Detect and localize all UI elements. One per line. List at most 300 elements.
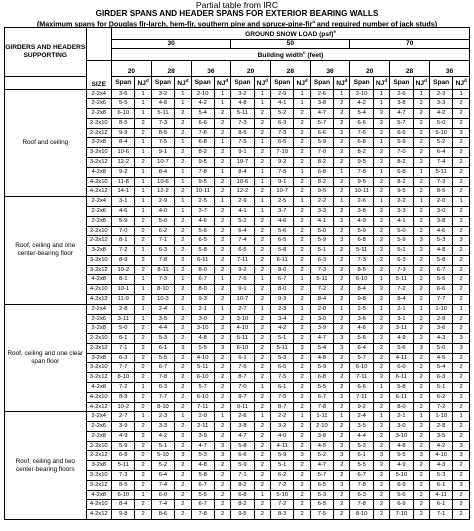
jack-studs-column-header <box>254 77 270 89</box>
span-cell: 8-2 <box>231 500 254 510</box>
jack-studs-cell: 2 <box>254 324 270 334</box>
jack-studs-cell: 2 <box>334 461 350 471</box>
jack-studs-cell: 1 <box>373 383 389 393</box>
span-cell: 8-5 <box>231 128 254 138</box>
span-cell: 9-5 <box>231 510 254 520</box>
span-cell: 5-9 <box>350 226 373 236</box>
subtitle-text: (Maximum spans for Douglas fir-larch, hem-fir, southern pine and spruce-pine-fir <box>36 19 313 29</box>
jack-studs-cell: 2 <box>214 471 230 481</box>
span-cell: 14-1 <box>112 187 135 197</box>
span-cell: 4-1 <box>310 216 333 226</box>
jack-studs-cell: 2 <box>373 334 389 344</box>
jack-studs-cell: 2 <box>294 334 310 344</box>
jack-studs-cell: 2 <box>373 441 389 451</box>
jack-studs-cell: 2 <box>413 206 429 216</box>
jack-studs-cell: 2 <box>254 373 270 383</box>
jack-studs-cell: 1 <box>175 177 191 187</box>
building-width-20: 20 <box>350 61 390 77</box>
jack-studs-cell: 2 <box>334 158 350 168</box>
span-cell: 6-7 <box>191 275 214 285</box>
span-cell: 5-0 <box>390 226 413 236</box>
span-cell: 6-7 <box>191 480 214 490</box>
jack-studs-cell: 2 <box>334 187 350 197</box>
size-cell: 2-2x10 <box>86 441 111 451</box>
jack-studs-cell: 1 <box>413 412 429 422</box>
jack-studs-cell: 2 <box>373 236 389 246</box>
jack-studs-cell: 1 <box>214 304 230 314</box>
jack-studs-cell: 2 <box>373 148 389 158</box>
span-cell: 8-2 <box>191 148 214 158</box>
jack-studs-cell: 2 <box>453 510 470 520</box>
span-cell: 4-1 <box>270 99 293 109</box>
jack-studs-column-header <box>373 77 389 89</box>
span-cell: 6-11 <box>390 392 413 402</box>
jack-studs-cell: 2 <box>413 118 429 128</box>
jack-studs-cell: 1 <box>135 109 151 119</box>
jack-studs-cell: 2 <box>175 490 191 500</box>
span-cell: 3-5 <box>429 431 452 441</box>
jack-studs-label: NJ <box>336 80 345 88</box>
span-cell: 7-2 <box>390 285 413 295</box>
span-cell: 5-2 <box>310 451 333 461</box>
jack-studs-footnote-mark: d <box>185 78 189 84</box>
jack-studs-cell: 2 <box>214 226 230 236</box>
span-cell: 5-5 <box>390 451 413 461</box>
jack-studs-cell: 2 <box>373 471 389 481</box>
span-cell: 8-10 <box>151 402 174 412</box>
jack-studs-cell: 2 <box>254 246 270 256</box>
span-cell: 3-6 <box>429 324 452 334</box>
span-cell: 4-6 <box>112 206 135 216</box>
jack-studs-cell: 2 <box>175 422 191 432</box>
jack-studs-cell: 2 <box>254 216 270 226</box>
span-cell: 7-5 <box>270 167 293 177</box>
jack-studs-cell: 2 <box>135 402 151 412</box>
jack-studs-cell: 2 <box>175 471 191 481</box>
size-cell: 4-2x8 <box>86 383 111 393</box>
jack-studs-cell: 2 <box>175 246 191 256</box>
jack-studs-cell: 2 <box>135 392 151 402</box>
span-cell: 4-7 <box>191 441 214 451</box>
jack-studs-cell: 3 <box>453 480 470 490</box>
span-cell: 6-7 <box>270 275 293 285</box>
span-cell: 5-6 <box>350 334 373 344</box>
span-cell: 5-0 <box>151 216 174 226</box>
span-cell: 4-9 <box>390 334 413 344</box>
jack-studs-cell: 2 <box>294 118 310 128</box>
jack-studs-cell: 2 <box>334 392 350 402</box>
jack-studs-cell: 2 <box>373 187 389 197</box>
jack-studs-cell: 2 <box>294 383 310 393</box>
snow-load-50: 50 <box>231 40 350 49</box>
size-cell: 2-2x8 <box>86 431 111 441</box>
jack-studs-cell: 2 <box>175 226 191 236</box>
span-cell: 6-11 <box>390 373 413 383</box>
span-column-header: Span <box>191 77 214 89</box>
span-cell: 6-8 <box>191 138 214 148</box>
jack-studs-cell: 2 <box>453 99 470 109</box>
jack-studs-cell: 2 <box>373 118 389 128</box>
span-cell: 6-5 <box>191 236 214 246</box>
span-cell: 2-2 <box>390 197 413 207</box>
span-cell: 3-6 <box>112 89 135 99</box>
span-cell: 7-2 <box>112 383 135 393</box>
jack-studs-cell: 2 <box>175 294 191 304</box>
span-cell: 6-11 <box>270 255 293 265</box>
span-cell: 8-3 <box>270 510 293 520</box>
jack-studs-cell: 2 <box>373 363 389 373</box>
jack-studs-cell: 2 <box>254 461 270 471</box>
span-cell: 4-0 <box>151 206 174 216</box>
jack-studs-cell: 1 <box>214 89 230 99</box>
jack-studs-column-header <box>413 77 429 89</box>
span-cell: 8-4 <box>310 294 333 304</box>
size-cell: 2-2x12 <box>86 236 111 246</box>
jack-studs-cell: 2 <box>334 363 350 373</box>
span-cell: 5-10 <box>429 128 452 138</box>
jack-studs-cell: 2 <box>254 343 270 353</box>
building-width-28: 28 <box>270 61 310 77</box>
size-cell: 3-2x10 <box>86 471 111 481</box>
span-cell: 5-4 <box>310 343 333 353</box>
jack-studs-cell: 2 <box>453 226 470 236</box>
table-row <box>5 197 470 207</box>
jack-studs-cell: 2 <box>334 99 350 109</box>
span-cell: 7-2 <box>429 402 452 412</box>
jack-studs-cell: 2 <box>413 255 429 265</box>
jack-studs-cell: 1 <box>453 197 470 207</box>
span-cell: 2-3 <box>151 412 174 422</box>
span-cell: 5-9 <box>390 236 413 246</box>
jack-studs-cell: 1 <box>175 167 191 177</box>
jack-studs-cell: 3 <box>334 343 350 353</box>
jack-studs-cell: 2 <box>373 177 389 187</box>
jack-studs-cell: 2 <box>254 431 270 441</box>
jack-studs-cell: 2 <box>334 510 350 520</box>
span-column-header: Span <box>429 77 452 89</box>
size-cell: 4-2x10 <box>86 392 111 402</box>
jack-studs-cell: 3 <box>334 480 350 490</box>
building-width-unit: (feet) <box>305 52 324 60</box>
jack-studs-cell: 2 <box>334 324 350 334</box>
span-cell: 6-7 <box>310 392 333 402</box>
jack-studs-cell: 2 <box>334 490 350 500</box>
span-cell: 2-0 <box>429 197 452 207</box>
jack-studs-cell: 2 <box>254 314 270 324</box>
jack-studs-cell: 3 <box>453 334 470 344</box>
span-cell: 5-11 <box>112 461 135 471</box>
span-cell: 6-0 <box>151 490 174 500</box>
span-cell: 4-3 <box>429 334 452 344</box>
span-cell: 5-7 <box>191 383 214 393</box>
jack-studs-cell: 2 <box>334 422 350 432</box>
jack-studs-cell: 2 <box>413 99 429 109</box>
span-cell: 3-3 <box>151 422 174 432</box>
span-cell: 7-5 <box>231 138 254 148</box>
jack-studs-cell: 2 <box>214 334 230 344</box>
span-cell: 7-5 <box>151 138 174 148</box>
jack-studs-cell: 2 <box>453 402 470 412</box>
jack-studs-cell: 2 <box>214 109 230 119</box>
span-column-header: Span <box>390 77 413 89</box>
jack-studs-cell: 2 <box>453 373 470 383</box>
span-cell: 3-8 <box>231 422 254 432</box>
subtitle-footnote-mark: a <box>312 19 315 24</box>
span-cell: 3-0 <box>390 422 413 432</box>
jack-studs-cell: 1 <box>373 197 389 207</box>
span-cell: 4-6 <box>350 324 373 334</box>
span-cell: 3-5 <box>350 422 373 432</box>
span-cell: 9-1 <box>231 285 254 295</box>
size-cell: 2-2x8 <box>86 109 111 119</box>
jack-studs-cell: 2 <box>413 441 429 451</box>
span-cell: 3-4 <box>270 314 293 324</box>
jack-studs-cell: 2 <box>135 441 151 451</box>
jack-studs-cell: 2 <box>453 431 470 441</box>
jack-studs-cell: 2 <box>294 294 310 304</box>
span-cell: 6-5 <box>270 363 293 373</box>
span-cell: 6-2 <box>270 471 293 481</box>
jack-studs-cell: 2 <box>453 206 470 216</box>
jack-studs-cell: 2 <box>413 461 429 471</box>
jack-studs-cell: 1 <box>214 138 230 148</box>
jack-studs-cell: 2 <box>413 285 429 295</box>
span-cell: 7-1 <box>231 471 254 481</box>
jack-studs-cell: 2 <box>334 226 350 236</box>
jack-studs-column-header <box>453 77 470 89</box>
span-cell: 5-1 <box>151 441 174 451</box>
jack-studs-cell: 2 <box>135 431 151 441</box>
span-cell: 4-3 <box>429 461 452 471</box>
jack-studs-cell: 2 <box>453 265 470 275</box>
span-cell: 7-0 <box>112 226 135 236</box>
jack-studs-cell: 2 <box>334 353 350 363</box>
jack-studs-cell: 2 <box>294 461 310 471</box>
span-cell: 3-3 <box>390 206 413 216</box>
jack-studs-cell: 1 <box>135 99 151 109</box>
span-cell: 12-2 <box>112 158 135 168</box>
jack-studs-cell: 2 <box>135 334 151 344</box>
jack-studs-cell: 1 <box>373 99 389 109</box>
jack-studs-cell: 2 <box>294 353 310 363</box>
jack-studs-cell: 2 <box>453 471 470 481</box>
jack-studs-cell: 1 <box>453 89 470 99</box>
jack-studs-cell: 1 <box>334 167 350 177</box>
span-cell: 9-5 <box>350 158 373 168</box>
span-cell: 10-11 <box>191 187 214 197</box>
jack-studs-cell: 2 <box>413 510 429 520</box>
span-cell: 6-10 <box>112 490 135 500</box>
size-cell: 3-2x8 <box>86 138 111 148</box>
jack-studs-cell: 2 <box>373 216 389 226</box>
span-cell: 7-11 <box>191 402 214 412</box>
jack-studs-cell: 2 <box>413 422 429 432</box>
jack-studs-cell: 2 <box>214 324 230 334</box>
span-cell: 5-5 <box>151 353 174 363</box>
jack-studs-cell: 2 <box>294 148 310 158</box>
span-cell: 10-11 <box>350 187 373 197</box>
jack-studs-cell: 2 <box>453 383 470 393</box>
jack-studs-cell: 2 <box>294 480 310 490</box>
span-cell: 5-9 <box>270 451 293 461</box>
span-cell: 6-1 <box>350 451 373 461</box>
span-cell: 2-3 <box>270 304 293 314</box>
span-column-header: Span <box>310 77 333 89</box>
span-cell: 7-3 <box>310 265 333 275</box>
jack-studs-cell: 3 <box>453 451 470 461</box>
jack-studs-cell: 1 <box>334 197 350 207</box>
jack-studs-cell: 2 <box>254 118 270 128</box>
span-cell: 3-3 <box>429 99 452 109</box>
jack-studs-cell: 2 <box>413 334 429 344</box>
jack-studs-cell: 2 <box>334 373 350 383</box>
building-width-28: 28 <box>390 61 430 77</box>
span-column-header: Span <box>350 77 373 89</box>
span-cell: 5-1 <box>270 334 293 344</box>
span-cell: 7-7 <box>429 294 452 304</box>
span-cell: 9-1 <box>231 148 254 158</box>
building-width-footnote-mark: c <box>302 50 306 56</box>
span-cell: 5-2 <box>231 216 254 226</box>
jack-studs-cell: 2 <box>413 353 429 363</box>
jack-studs-cell: 2 <box>294 138 310 148</box>
jack-studs-cell: 2 <box>453 500 470 510</box>
jack-studs-cell: 2 <box>453 363 470 373</box>
jack-studs-cell: 2 <box>294 109 310 119</box>
span-cell: 4-8 <box>390 441 413 451</box>
jack-studs-cell: 2 <box>294 158 310 168</box>
jack-studs-cell: 2 <box>373 500 389 510</box>
span-cell: 5-11 <box>390 275 413 285</box>
jack-studs-cell: 2 <box>175 392 191 402</box>
span-cell: 6-4 <box>231 226 254 236</box>
jack-studs-cell: 1 <box>254 177 270 187</box>
span-cell: 7-3 <box>112 471 135 481</box>
span-cell: 3-0 <box>191 314 214 324</box>
span-cell: 6-2 <box>151 226 174 236</box>
span-cell: 5-1 <box>429 383 452 393</box>
span-cell: 10-1 <box>112 285 135 295</box>
jack-studs-column-header <box>214 77 230 89</box>
jack-studs-cell: 2 <box>135 480 151 490</box>
span-cell: 10-2 <box>112 402 135 412</box>
jack-studs-cell: 2 <box>294 402 310 412</box>
jack-studs-cell: 3 <box>453 236 470 246</box>
jack-studs-cell: 3 <box>453 441 470 451</box>
jack-studs-cell: 1 <box>334 89 350 99</box>
jack-studs-cell: 2 <box>373 314 389 324</box>
jack-studs-cell: 2 <box>254 500 270 510</box>
span-cell: 5-8 <box>390 383 413 393</box>
group-label: Roof, ceiling and one center-bearing floor <box>5 197 87 305</box>
building-width-36: 36 <box>191 61 231 77</box>
span-cell: 2-1 <box>390 412 413 422</box>
jack-studs-cell: 2 <box>135 471 151 481</box>
span-cell: 11-8 <box>112 177 135 187</box>
span-cell: 5-11 <box>231 334 254 344</box>
size-cell: 4-2x12 <box>86 294 111 304</box>
jack-studs-cell: 2 <box>413 373 429 383</box>
jack-studs-cell: 2 <box>453 294 470 304</box>
jack-studs-cell: 2 <box>373 461 389 471</box>
span-cell: 4-10 <box>231 324 254 334</box>
jack-studs-cell: 2 <box>254 285 270 295</box>
span-cell: 7-5 <box>270 392 293 402</box>
span-cell: 5-1 <box>270 461 293 471</box>
jack-studs-cell: 2 <box>413 363 429 373</box>
jack-studs-cell: 2 <box>214 285 230 295</box>
span-cell: 5-10 <box>390 471 413 481</box>
jack-studs-cell: 2 <box>254 236 270 246</box>
span-cell: 8-10 <box>112 373 135 383</box>
jack-studs-footnote-mark: d <box>384 78 388 84</box>
span-cell: 9-5 <box>350 177 373 187</box>
supporting-header <box>5 28 87 77</box>
span-cell: 6-10 <box>191 392 214 402</box>
span-cell: 5-7 <box>390 118 413 128</box>
jack-studs-cell: 2 <box>334 294 350 304</box>
jack-studs-cell: 3 <box>453 128 470 138</box>
span-cell: 5-4 <box>350 109 373 119</box>
size-cell: 2-2x4 <box>86 304 111 314</box>
size-cell: 3-2x8 <box>86 353 111 363</box>
span-cell: 3-11 <box>390 324 413 334</box>
jack-studs-cell: 1 <box>175 99 191 109</box>
jack-studs-cell: 3 <box>294 343 310 353</box>
building-width-28: 28 <box>151 61 191 77</box>
jack-studs-cell: 1 <box>453 304 470 314</box>
jack-studs-cell: 2 <box>334 500 350 510</box>
span-cell: 7-5 <box>270 373 293 383</box>
span-cell: 8-0 <box>191 285 214 295</box>
span-cell: 1-10 <box>429 304 452 314</box>
span-cell: 2-4 <box>151 304 174 314</box>
jack-studs-cell: 2 <box>135 324 151 334</box>
span-cell: 9-11 <box>231 402 254 412</box>
span-cell: 7-2 <box>112 246 135 256</box>
span-cell: 3-9 <box>191 431 214 441</box>
span-cell: 5-11 <box>231 109 254 119</box>
jack-studs-cell: 2 <box>135 158 151 168</box>
span-cell: 5-3 <box>310 490 333 500</box>
jack-studs-cell: 2 <box>294 324 310 334</box>
span-cell: 4-8 <box>429 246 452 256</box>
span-cell: 3-11 <box>112 314 135 324</box>
span-cell: 5-1 <box>310 246 333 256</box>
span-cell: 5-1 <box>390 246 413 256</box>
jack-studs-cell: 2 <box>254 334 270 344</box>
span-cell: 6-8 <box>390 167 413 177</box>
span-cell: 8-4 <box>151 167 174 177</box>
span-cell: 8-4 <box>112 500 135 510</box>
jack-studs-cell: 2 <box>294 490 310 500</box>
jack-studs-cell: 2 <box>294 128 310 138</box>
jack-studs-cell: 2 <box>373 255 389 265</box>
size-header: SIZE <box>86 61 111 89</box>
span-cell: 8-2 <box>390 158 413 168</box>
jack-studs-cell: 2 <box>334 431 350 441</box>
span-cell: 5-11 <box>191 363 214 373</box>
jack-studs-cell: 1 <box>175 275 191 285</box>
jack-studs-cell: 2 <box>135 510 151 520</box>
span-cell: 4-2 <box>429 109 452 119</box>
jack-studs-cell: 2 <box>254 480 270 490</box>
jack-studs-cell: 2 <box>214 383 230 393</box>
span-cell: 4-4 <box>350 431 373 441</box>
span-cell: 7-8 <box>350 500 373 510</box>
span-cell: 5-9 <box>390 138 413 148</box>
span-cell: 7-4 <box>151 500 174 510</box>
